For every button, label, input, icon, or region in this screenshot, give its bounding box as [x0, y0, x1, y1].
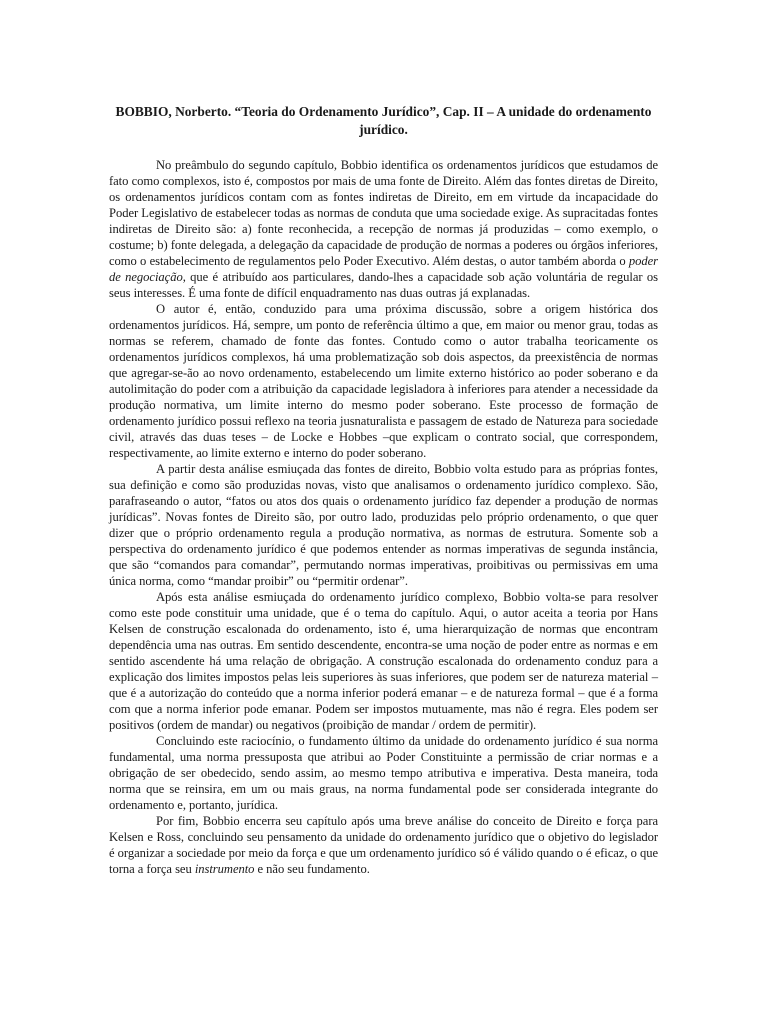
document-title: BOBBIO, Norberto. “Teoria do Ordenamento Jurídico”, Cap. II – A unidade do ordenamento jurídico.: [115, 104, 652, 137]
paragraph-4: Após esta análise esmiuçada do ordenamento jurídico complexo, Bobbio volta-se para resolver como este pode constituir uma unidade, que é o tema do capítulo. Aqui, o autor aceita a teoria por Hans Kelsen de construção escalonada do ordenamento, isto é, uma hierarquização de normas que encontram dependência uma nas outras. Em sentido descendente, encontra-se uma noção de poder entre as normas e em sentido ascendente há uma relação de obrigação. A construção escalonada do ordenamento conduz para a explicação dos limites impostos pelas leis superiores às suas inferiores, que podem ser de natureza material – que é a autorização do conteúdo que a norma inferior poderá emanar – e de natureza formal – que é a forma com que a norma inferior pode emanar. Podem ser impostos mutuamente, mas não é regra. Eles podem ser positivos (ordem de mandar) ou negativos (proibição de mandar / ordem de permitir).: [109, 590, 658, 732]
paragraph-6-emphasis: instrumento: [194, 862, 255, 876]
paragraph-5: Concluindo este raciocínio, o fundamento último da unidade do ordenamento jurídico é sua norma fundamental, uma norma pressuposta que atribui ao Poder Constituinte a permissão de criar normas e a obrigação de ser obedecido, sendo assim, ao mesmo tempo atributiva e imperativa. Desta maneira, toda norma que se reinsira, em um ou mais graus, na norma fundamental pode ser considerada integrante do ordenamento e, portanto, jurídica.: [109, 734, 658, 812]
paragraph-3: A partir desta análise esmiuçada das fontes de direito, Bobbio volta estudo para as próprias fontes, sua definição e como são produzidas novas, visto que analisamos o ordenamento jurídico complexo. São, parafraseando o autor, “fatos ou atos dos quais o ordenamento jurídico faz depender a produção de normas jurídicas”. Novas fontes de Direito são, por outro lado, produzidas pelo próprio ordenamento, o que quer dizer que o próprio ordenamento regula a produção normativa, as normas de estrutura. Somente sob a perspectiva do ordenamento jurídico é que podemos entender as normas imperativas de segunda instância, que são “comandos para comandar”, permutando normas imperativas, proibitivas ou permissivas em uma única norma, como “mandar proibir” ou “permitir ordenar”.: [109, 462, 658, 588]
paragraph-6-text-b: e não seu fundamento.: [254, 862, 370, 876]
paragraph-6: [109, 813, 658, 877]
paragraph-1: [109, 157, 658, 301]
paragraph-6-text-a: Por fim, Bobbio encerra seu capítulo após uma breve análise do conceito de Direito e força para Kelsen e Ross, concluindo seu pensamento da unidade do ordenamento jurídico que o objetivo do legislador é organizar a sociedade por meio da força e que um ordenamento jurídico só é válido quando o é eficaz, o que torna a força seu: [109, 814, 658, 876]
paragraph-1-text-a: No preâmbulo do segundo capítulo, Bobbio identifica os ordenamentos jurídicos que estudamos de fato como complexos, isto é, compostos por mais de uma fonte de Direito. Além das fontes diretas de Direito, os ordenamentos jurídicos contam com as fontes indiretas de Direito, em em virtude da incapacidade do Poder Legislativo de estabelecer todas as normas de conduta que uma sociedade exige. As supracitadas fontes indiretas de Direito são: a) fonte reconhecida, a recepção de normas já produzidas – como exemplo, o costume; b) fonte delegada, a delegação da capacidade de produção de normas a poderes ou órgãos inferiores, como o estabelecimento de regulamentos pelo Poder Executivo. Além destas, o autor também aborda o: [109, 158, 658, 268]
paragraph-1-text-b: , que é atribuído aos particulares, dando-lhes a capacidade sob ação voluntária de regular os seus interesses. É uma fonte de difícil enquadramento nas duas outras já explanadas.: [109, 270, 658, 300]
paragraph-2: O autor é, então, conduzido para uma próxima discussão, sobre a origem histórica dos ordenamentos jurídicos. Há, sempre, um ponto de referência último a que, em maior ou menor grau, todas as normas se referem, chamado de fonte das fontes. Contudo como o autor trabalha teoricamente os ordenamentos jurídicos complexos, há uma problematização sob dois aspectos, da preexistência de normas que agregar-se-ão ao novo ordenamento, estabelecendo um limite externo histórico ao poder soberano e da autolimitação do poder com a atribuição da capacidade legisladora à inferiores para atender a necessidade da produção normativa, um limite interno do mesmo poder soberano. Este processo de formação de ordenamento jurídico possui reflexo na teoria jusnaturalista e passagem de estado de Natureza para sociedade civil, através das duas teses – de Locke e Hobbes –que explicam o contrato social, que correspondem, respectivamente, ao limite externo e interno do poder soberano.: [109, 302, 658, 460]
paragraph-1-emphasis: poder de negociação: [109, 254, 658, 284]
